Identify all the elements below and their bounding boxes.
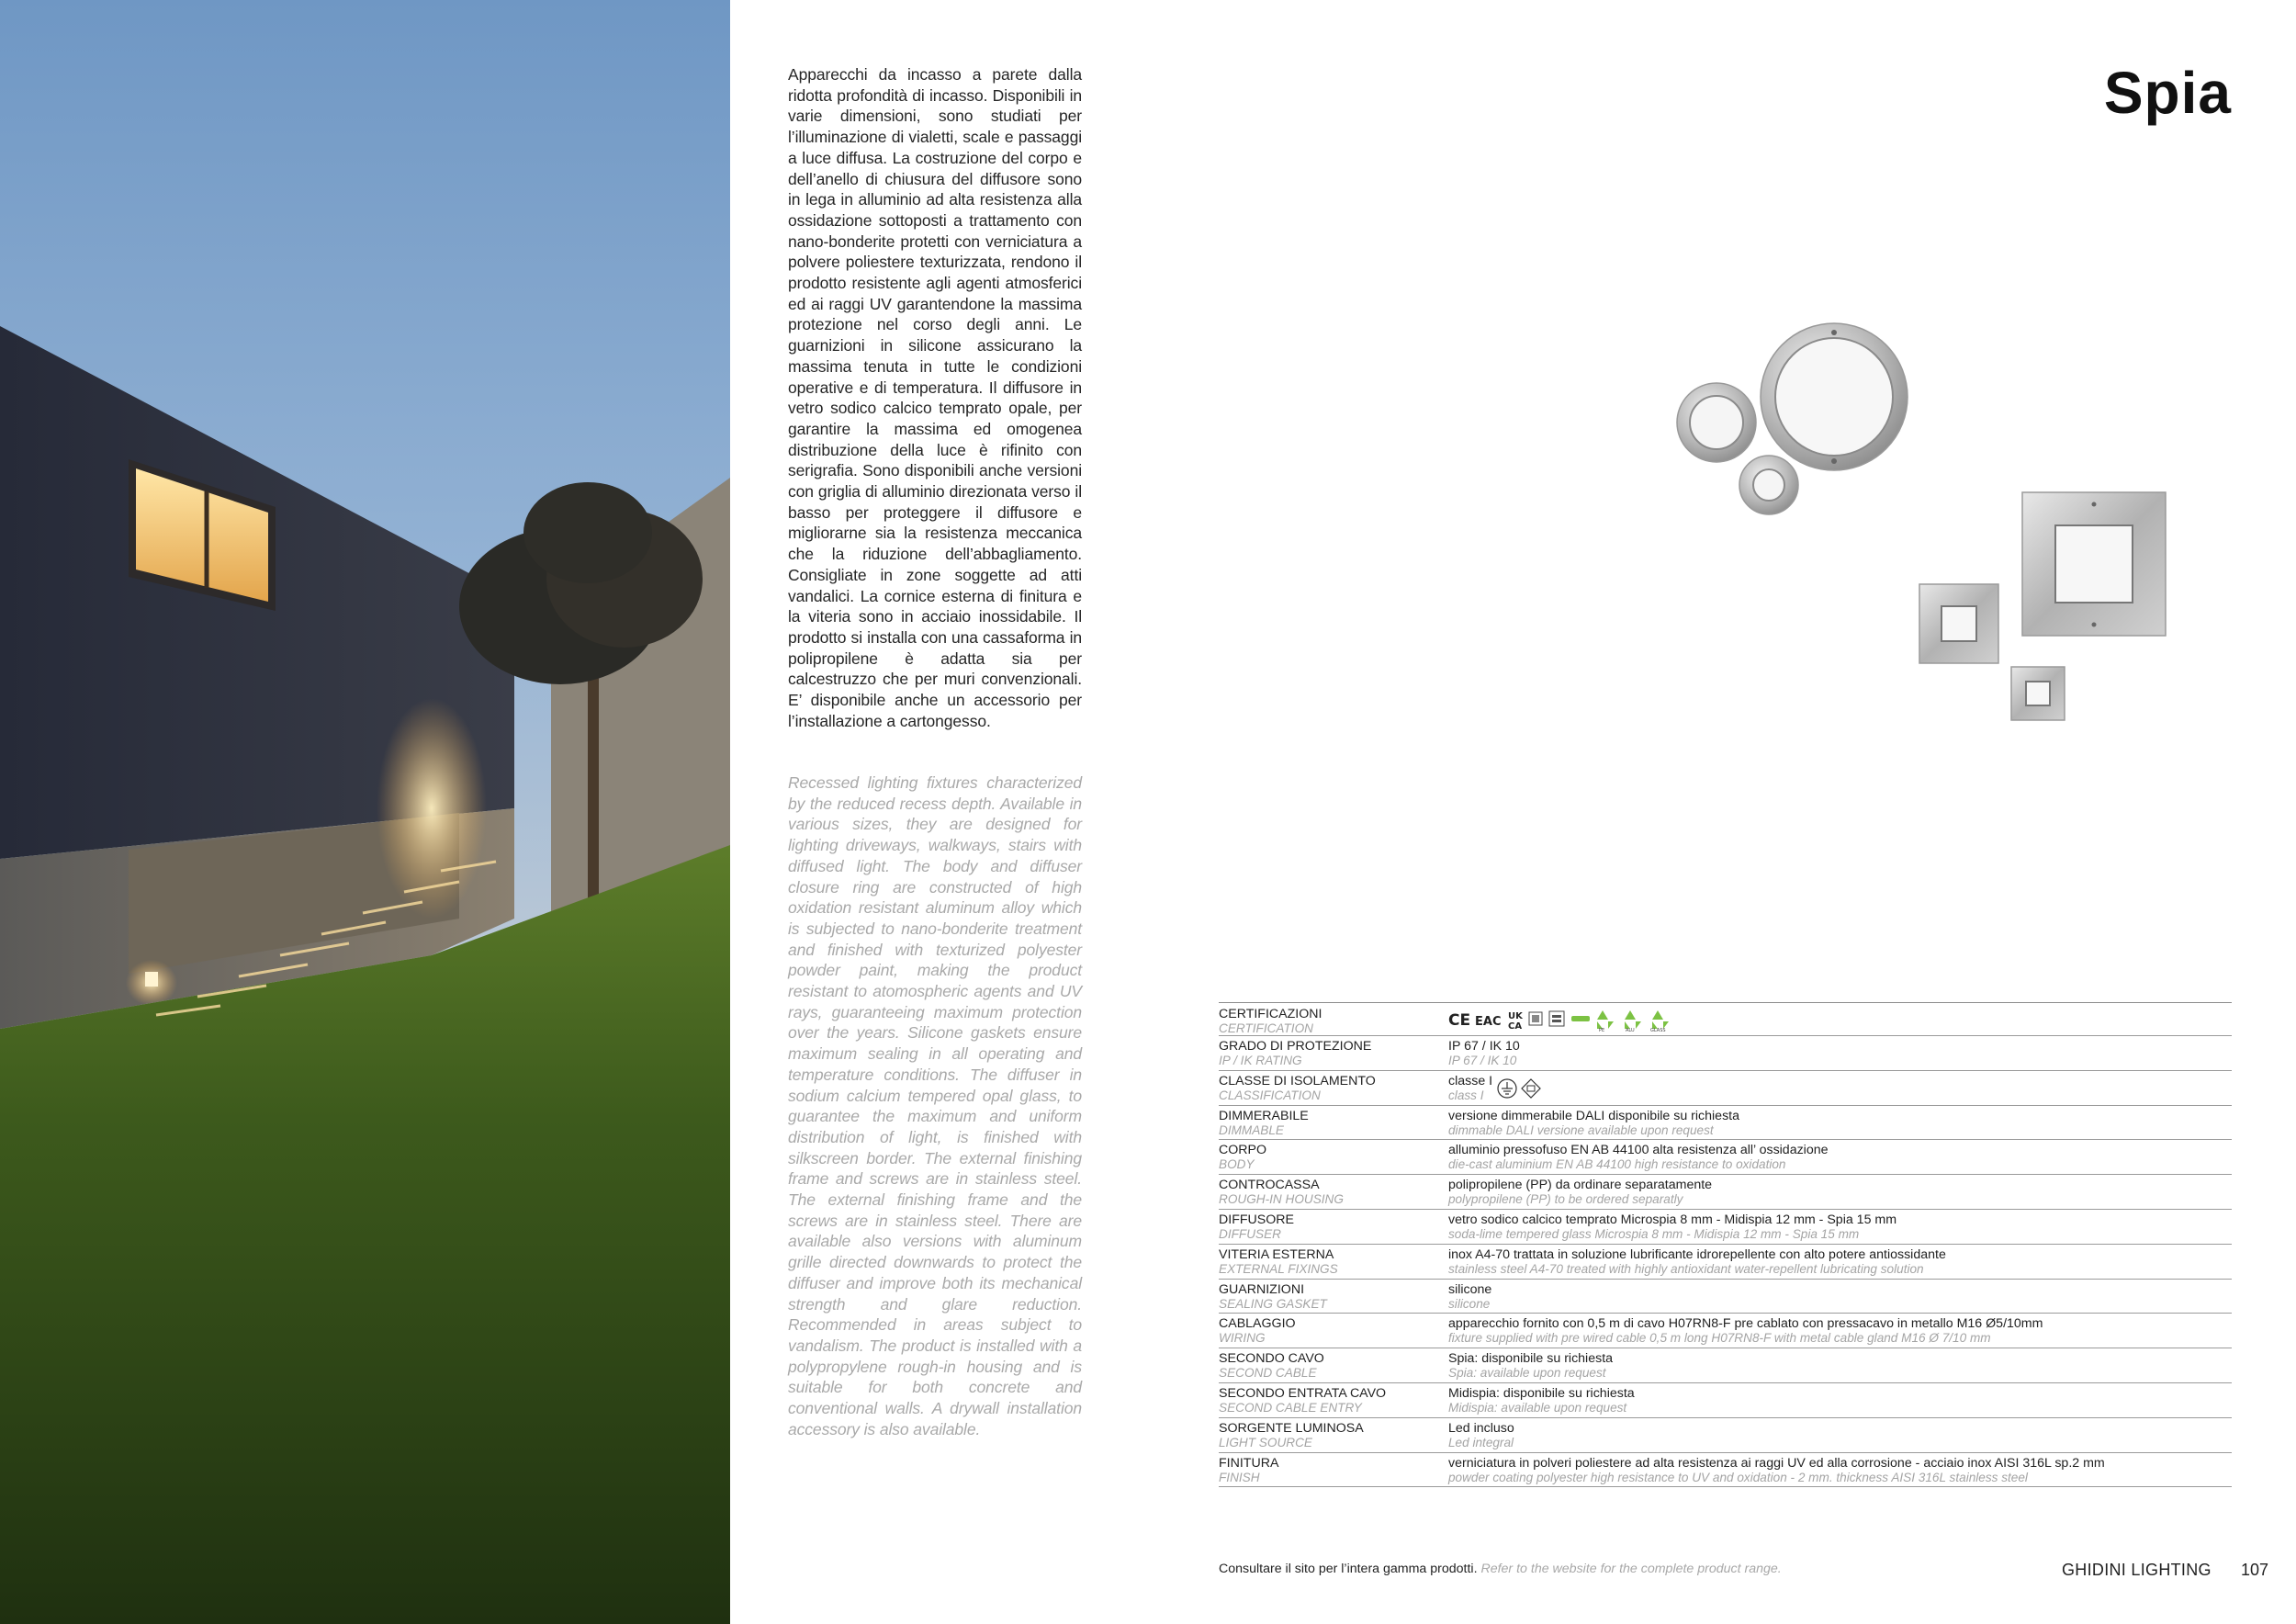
spec-row-rough-in (1219, 1175, 2232, 1210)
spec-label-it: CORPO (1219, 1143, 1267, 1158)
spec-row-light-source (1219, 1418, 2232, 1453)
spec-label-it: CLASSE DI ISOLAMENTO (1219, 1073, 1376, 1088)
spec-value-it: apparecchio fornito con 0,5 m di cavo H07RN8-F pre cablato con pressacavo in metallo M16 Ø5/10mm (1448, 1316, 2043, 1332)
spec-row-second-cable (1219, 1348, 2232, 1383)
spec-row-dimmable (1219, 1106, 2232, 1141)
spec-label-it: VITERIA ESTERNA (1219, 1246, 1334, 1262)
spec-value-it: Spia: disponibile su richiesta (1448, 1351, 1614, 1367)
brand-name: GHIDINI LIGHTING (2062, 1561, 2212, 1579)
description-english: Recessed lighting fixtures characterized by the reduced recess depth. Available in various sizes, they are designed for lighting driveways, walkways, stairs with diffused light. The body and diffuser closure ring are constructed of high oxidation resistant aluminum alloy which is subjected to nano-bonderite treatment and finished with texturized polyester powder paint, making the product resistant to atomospheric agents and UV rays, guaranteeing maximum protection over the years. Silicone gaskets ensure maximum sealing in all operating and temperature conditions. The diffuser in sodium calcium tempered opal glass, to guarantee the maximum and uniform distribution of light, is finished with silkscreen border. The external finishing frame and screws are in stainless steel. The external finishing frame and the screws are in stainless steel. There are available also versions with aluminum grille directed downwards to protect the diffuser and improve both its mechanical strength and glare reduction. Recommended in areas subject to vandalism. The product is installed with a polypropylene rough-in housing and is suitable for both concrete and conventional walls. A drywall installation accessory is also available. (788, 773, 1082, 1438)
square-fixture-small (2011, 667, 2065, 720)
spec-label-it: CABLAGGIO (1219, 1316, 1296, 1332)
spec-label (1219, 1007, 1448, 1035)
spec-value-it: versione dimmerabile DALI disponibile su richiesta (1448, 1108, 1740, 1123)
spec-label-en: EXTERNAL FIXINGS (1219, 1261, 1338, 1276)
spec-label-en: BODY (1219, 1157, 1255, 1172)
spec-row-diffuser (1219, 1210, 2232, 1245)
spec-label-it: SECONDO ENTRATA CAVO (1219, 1385, 1387, 1401)
eac-mark-icon: EAC (1475, 1015, 1502, 1029)
spec-value-en: powder coating polyester high resistance to UV and oxidation - 2 mm. thickness AISI 316L stainless steel (1448, 1470, 2028, 1484)
spec-label-en: LIGHT SOURCE (1219, 1435, 1312, 1449)
spec-label-en: ROUGH-IN HOUSING (1219, 1192, 1344, 1207)
ground-symbol-icon (1498, 1079, 1516, 1098)
spec-row-second-cable-entry (1219, 1383, 2232, 1418)
spec-label-en: SEALING GASKET (1219, 1296, 1327, 1311)
recycle-alu-icon (1625, 1010, 1641, 1032)
spec-label-en: FINISH (1219, 1470, 1260, 1484)
spec-value-it: Led incluso (1448, 1420, 1514, 1436)
spec-value-it: classe I (1448, 1073, 1493, 1088)
spec-value-it: inox A4-70 trattata in soluzione lubrificante idrorepellente con alto potere antiossidante (1448, 1246, 1946, 1262)
ukca-mark-icon (1508, 1011, 1524, 1032)
spec-row-body (1219, 1140, 2232, 1175)
spec-value-en: stainless steel A4-70 treated with highly antioxidant water-repellent lubricating solution (1448, 1261, 1924, 1276)
spec-value-en: Spia: available upon request (1448, 1366, 1606, 1381)
architecture-photo (0, 0, 730, 1624)
spec-value-en: dimmable DALI versione available upon request (1448, 1122, 1714, 1137)
product-image (1671, 312, 2186, 735)
spec-value-en: polypropilene (PP) to be ordered separatly (1448, 1192, 1683, 1207)
spec-label-it: SORGENTE LUMINOSA (1219, 1420, 1364, 1436)
spec-value-it: silicone (1448, 1281, 1492, 1297)
spec-row-sealing-gasket (1219, 1280, 2232, 1314)
spec-row-external-fixings (1219, 1245, 2232, 1280)
spec-label-it: FINITURA (1219, 1455, 1279, 1471)
spec-value-en: soda-lime tempered glass Microspia 8 mm - Midispia 12 mm - Spia 15 mm (1448, 1226, 1860, 1241)
spec-value-it: IP 67 / IK 10 (1448, 1039, 1520, 1054)
spec-label-it: CERTIFICAZIONI (1219, 1007, 1322, 1021)
footer-note-it: Consultare il sito per l’intera gamma prodotti. (1219, 1562, 1478, 1576)
svg-text:GLASS: GLASS (1650, 1028, 1666, 1032)
spec-label-en: SECOND CABLE ENTRY (1219, 1400, 1362, 1415)
footer-note-en: Refer to the website for the complete product range. (1480, 1562, 1782, 1576)
certification-icons (1448, 1007, 2232, 1032)
spec-label-it: SECONDO CAVO (1219, 1351, 1324, 1367)
spec-label-en: WIRING (1219, 1331, 1266, 1346)
svg-text:UK: UK (1508, 1011, 1523, 1021)
ce-qualified-icon (1529, 1012, 1542, 1025)
spec-row-ip-rating (1219, 1036, 2232, 1071)
description-italian: Apparecchi da incasso a parete dalla ridotta profondità di incasso. Disponibili in varie dimensioni, sono studiati per l’illuminazione di vialetti, scale e passaggi a luce diffusa. La costruzione del corpo e dell’anello di chiusura del diffusore sono in lega in alluminio ad alta resistenza alla ossidazione sottoposti a trattamento con nano-bonderite protetti con verniciatura a polvere poliestere texturizzata, rendono il prodotto resistente agli agenti atmosferici ed ai raggi UV garantendone la massima protezione nel corso degli anni. Le guarnizioni in silicone assicurano la massima tenuta in tutte le condizioni operative e di temperatura. Il diffusore in vetro sodico calcico temprato opale, per garantire la massima ed omogenea distribuzione della luce è rifinito con serigrafia. Sono disponibili anche versioni con griglia di alluminio direzionata verso il basso per proteggere il diffusore e migliorarne sia la resistenza meccanica che la riduzione dell’abbagliamento. Consigliate in zone soggette ad atti vandalici. La cornice esterna di finitura e la viteria sono in acciaio inossidabile. Il prodotto si installa con una cassaforma in polipropilene è adatta sia per calcestruzzo che per muri convenzionali. E’ disponibile anche un accessorio per l’installazione a cartongesso. (788, 65, 1082, 730)
spec-value-it: vetro sodico calcico temprato Microspia 8 mm - Midispia 12 mm - Spia 15 mm (1448, 1212, 1897, 1227)
spec-row-wiring (1219, 1314, 2232, 1348)
iso-mark-icon (1549, 1011, 1564, 1026)
square-fixture-medium (1919, 584, 1998, 663)
ce-mark-icon: CE (1448, 1011, 1471, 1030)
spec-label-it: CONTROCASSA (1219, 1178, 1320, 1193)
spec-value-it: polipropilene (PP) da ordinare separatamente (1448, 1178, 1713, 1193)
spec-row-finish (1219, 1453, 2232, 1488)
spec-label-en: SECOND CABLE (1219, 1366, 1317, 1381)
round-fixture-small (1739, 456, 1798, 514)
spec-value-it: Midispia: disponibile su richiesta (1448, 1385, 1635, 1401)
spec-table (1219, 1002, 2232, 1487)
spec-value-en: Led integral (1448, 1435, 1514, 1449)
round-fixture-medium (1677, 383, 1756, 462)
spec-value-en: class I (1448, 1088, 1484, 1102)
spec-value-en: IP 67 / IK 10 (1448, 1054, 1517, 1067)
recycle-pe-icon (1597, 1010, 1614, 1032)
footer-note (1219, 1562, 1782, 1576)
square-fixture-large (2022, 492, 2166, 636)
spec-value-en: fixture supplied with pre wired cable 0,5 m long H07RN8-F with metal cable gland M16 Ø 7/10 mm (1448, 1331, 1991, 1346)
recycle-glass-icon (1650, 1010, 1669, 1032)
spec-label-it: DIFFUSORE (1219, 1212, 1294, 1227)
spec-value-it: verniciatura in polveri poliestere ad alta resistenza ai raggi UV ed alla corrosione - acciaio inox AISI 316L sp.2 mm (1448, 1455, 2105, 1471)
spec-row-certifications (1219, 1003, 2232, 1036)
spec-value-it: alluminio pressofuso EN AB 44100 alta resistenza all’ ossidazione (1448, 1143, 1829, 1158)
svg-text:ALU: ALU (1626, 1028, 1635, 1032)
spec-label-it: GRADO DI PROTEZIONE (1219, 1039, 1372, 1054)
svg-text:CA: CA (1508, 1021, 1523, 1032)
page-title: Spia (2103, 60, 2232, 126)
spec-value-en: die-cast aluminium EN AB 44100 high resistance to oxidation (1448, 1157, 1786, 1172)
svg-text:PE: PE (1599, 1028, 1605, 1032)
spec-label-en: CLASSIFICATION (1219, 1088, 1321, 1102)
round-fixture-large (1761, 323, 1908, 470)
spec-row-classification (1219, 1071, 2232, 1106)
mounting-surface-icon (1522, 1079, 1540, 1098)
spec-value-en: silicone (1448, 1296, 1491, 1311)
spec-value-en: Midispia: available upon request (1448, 1400, 1627, 1415)
spec-label-it: DIMMERABILE (1219, 1108, 1309, 1123)
spec-label-en: IP / IK RATING (1219, 1054, 1302, 1067)
spec-label-en: DIMMABLE (1219, 1122, 1285, 1137)
spec-label-en: CERTIFICATION (1219, 1021, 1313, 1035)
spec-label-it: GUARNIZIONI (1219, 1281, 1305, 1297)
page-number: 107 (2241, 1561, 2269, 1579)
spec-label-en: DIFFUSER (1219, 1226, 1281, 1241)
led-mark-icon (1571, 1016, 1590, 1021)
